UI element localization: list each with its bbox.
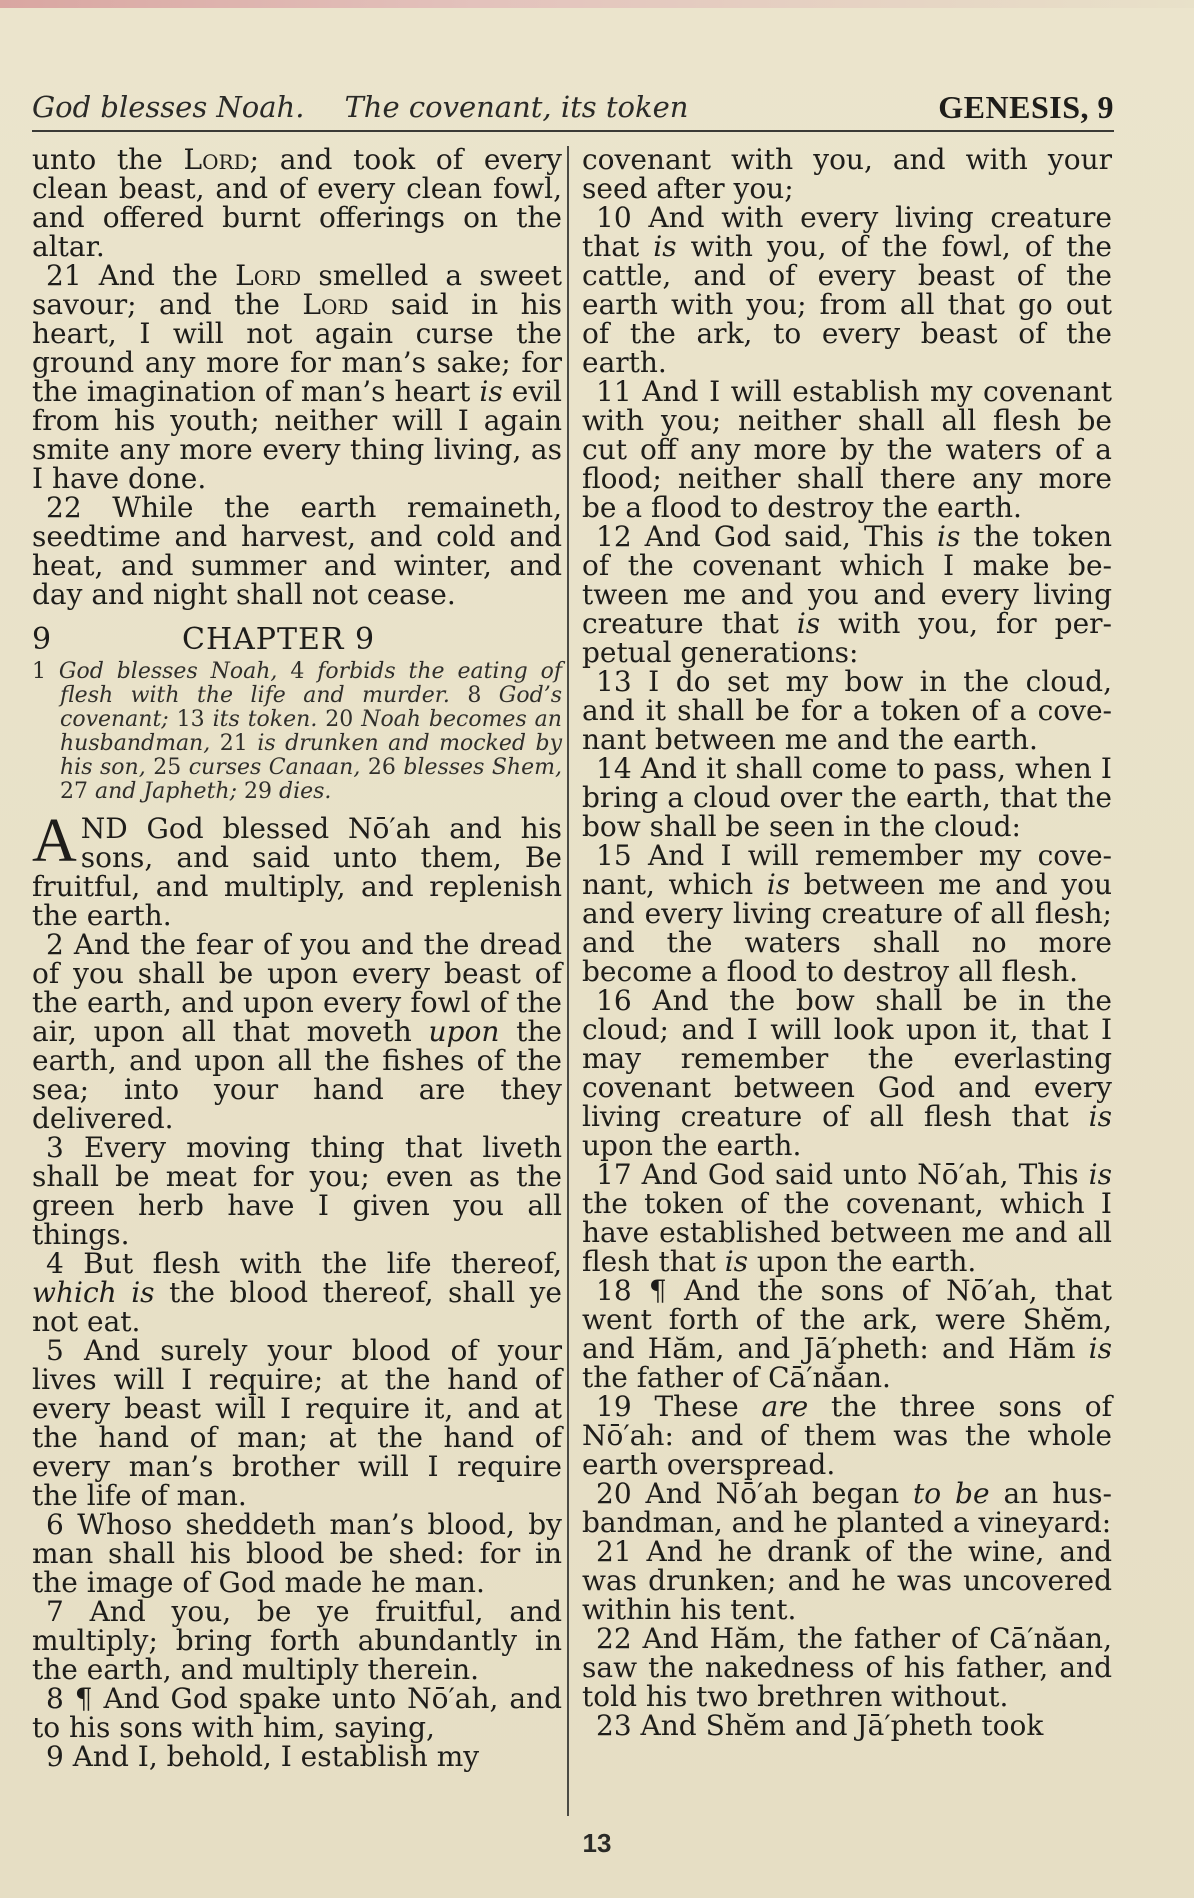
verse-9-4: 4 But flesh with the life thereof, which is the blood thereof, shall ye not eat. <box>32 1247 562 1338</box>
verse-9-2: 2 And the fear of you and the dread of you shall be upon every beast of the earth, and upon every fowl of the air, upon all that moveth upon the earth, and upon all the fishes of the sea; into your hand are they delivered. <box>32 928 562 1135</box>
chapter-summary: 1 God blesses Noah, 4 forbids the eating of flesh with the life and murder. 8 God’s covenant; 13 its token. 20 Noah becomes an husbandman, 21 is drunken and mocked by his son, 25 curses Canaan, 26 blesses Shem, 27 and Japheth; 29 dies. <box>32 659 562 804</box>
running-header <box>32 86 1114 132</box>
verse-9-6: 6 Whoso sheddeth man’s blood, by man shall his blood be shed: for in the image of God made he man. <box>32 1508 562 1599</box>
verse-9-7: 7 And you, be ye fruitful, and multiply; bring forth abundantly in the earth, and multiply therein. <box>32 1595 562 1686</box>
verse-9-8: 8 ¶ And God spake unto Nō′ah, and to his sons with him, saying, <box>32 1682 562 1744</box>
header-topic-2: The covenant, its token <box>344 90 689 124</box>
right-column <box>582 145 1112 1740</box>
chapter-title: CHAPTER 9 <box>182 622 376 657</box>
verse-9-21: 21 And he drank of the wine, and was drunken; and he was uncovered within his tent. <box>582 1535 1112 1626</box>
verse-8-21: 21 And the Lord smelled a sweet savour; and the Lord said in his heart, I will not again curse the ground any more for man’s sake; for the imagination of man’s heart is evil from his youth; neither will I again smite any more every thing living, as I have done. <box>32 259 563 495</box>
verse-9-18: 18 ¶ And the sons of Nō′ah, that went forth of the ark, were Shĕm, and Hăm, and Jā′pheth: and Hăm is the father of Cā′năan. <box>582 1274 1112 1394</box>
header-topic-1: God blesses Noah. <box>32 90 305 124</box>
verse-8-20-continuation: unto the Lord; and took of every clean beast, and of every clean fowl, and offered burnt offerings on the altar. <box>32 143 562 263</box>
chapter-heading <box>32 622 562 657</box>
verse-8-22: 22 While the earth remaineth, seedtime and harvest, and cold and heat, and summer and winter, and day and night shall not cease. <box>32 491 562 611</box>
verse-9-20: 20 And Nō′ah began to be an husbandman, and he planted a vineyard: <box>582 1477 1112 1539</box>
verse-9-19: 19 These are the three sons of Nō′ah: and of them was the whole earth overspread. <box>582 1390 1112 1481</box>
header-book-chapter: GENESIS, 9 <box>938 89 1114 125</box>
verse-9-23: 23 And Shĕm and Jā′pheth took <box>596 1709 1044 1742</box>
verse-9-1: AND God blessed Nō′ah and his sons, and said unto them, Be fruitful, and multiply, and replenish the earth. <box>32 807 562 932</box>
verse-9-17: 17 And God said unto Nō′ah, This is the token of the covenant, which I have established between me and all flesh that is upon the earth. <box>582 1158 1112 1278</box>
verse-9-14: 14 And it shall come to pass, when I bring a cloud over the earth, that the bow shall be seen in the cloud: <box>582 752 1112 843</box>
divine-name: Lord <box>183 143 250 176</box>
verse-9-9-continuation: covenant with you, and with your seed after you; <box>582 143 1112 205</box>
verse-9-13: 13 I do set my bow in the cloud, and it shall be for a token of a covenant between me and the earth. <box>582 665 1112 756</box>
header-topics <box>32 90 688 130</box>
verse-9-11: 11 And I will establish my covenant with you; neither shall all flesh be cut off any more by the waters of a flood; neither shall there any more be a flood to destroy the earth. <box>582 375 1112 524</box>
verse-9-22: 22 And Hăm, the father of Cā′năan, saw the nakedness of his father, and told his two brethren without. <box>582 1622 1112 1713</box>
verse-9-3: 3 Every moving thing that liveth shall be meat for you; even as the green herb have I given you all things. <box>32 1131 562 1251</box>
verse-9-12: 12 And God said, This is the token of the covenant which I make between me and you and every living creature that is with you, for perpetual generations: <box>582 520 1113 669</box>
verse-9-5: 5 And surely your blood of your lives will I require; at the hand of every beast will I require it, and at the hand of man; at the hand of every man’s brother will I require the life of man. <box>32 1334 562 1512</box>
page-number: 13 <box>582 1828 612 1858</box>
left-column <box>32 145 562 1771</box>
verse-9-15: 15 And I will remember my covenant, which is between me and you and every living creature of all flesh; and the waters shall no more become a flood to destroy all flesh. <box>582 839 1112 988</box>
column-divider <box>567 146 569 1816</box>
verse-9-10: 10 And with every living creature that is with you, of the fowl, of the cattle, and of every beast of the earth with you; from all that go out of the ark, to every beast of the earth. <box>582 201 1112 379</box>
verse-9-16: 16 And the bow shall be in the cloud; and I will look upon it, that I may remember the everlasting covenant between God and every living creature of all flesh that is upon the earth. <box>582 984 1112 1162</box>
drop-cap: A <box>32 807 77 875</box>
verse-9-9: 9 And I, behold, I establish my <box>46 1740 480 1773</box>
chapter-number: 9 <box>32 622 52 657</box>
